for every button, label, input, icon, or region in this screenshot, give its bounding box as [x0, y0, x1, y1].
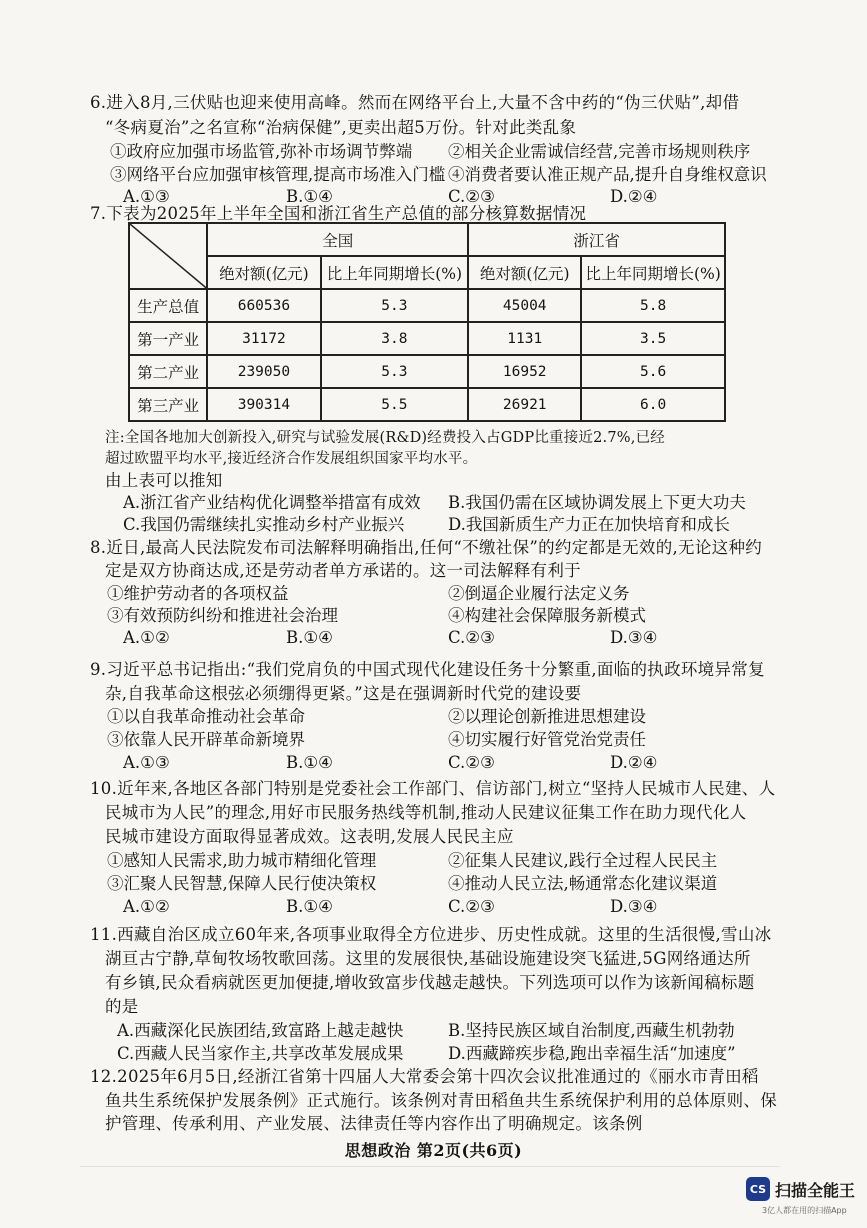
- q11-stem-line3: 有乡镇,民众看病就医更加便捷,增收致富步伐越走越快。下列选项可以作为该新闻稿标题: [105, 973, 755, 992]
- q8-choice-d: D.③④: [610, 628, 658, 647]
- q9-choice-d: D.②④: [610, 753, 658, 772]
- q6-choice-c: C.②③: [448, 187, 495, 206]
- q9-choice-a: A.①③: [123, 753, 170, 772]
- table-col-header: 绝对额(亿元): [468, 256, 581, 289]
- q10-item-2: ②征集人民建议,践行全过程人民民主: [448, 851, 718, 870]
- q6-stem-line1: 6.进入8月,三伏贴也迎来使用高峰。然而在网络平台上,大量不含中药的“伪三伏贴”,却借: [90, 93, 740, 112]
- scanner-app-name: 扫描全能王: [775, 1180, 856, 1200]
- table-cell: 5.6: [581, 355, 725, 388]
- q9-item-3: ③依靠人民开辟革命新境界: [107, 730, 305, 749]
- table-col-header: 比上年同期增长(%): [581, 256, 725, 289]
- q9-item-1: ①以自我革命推动社会革命: [107, 707, 305, 726]
- table-cell: 6.0: [581, 388, 725, 421]
- q9-item-2: ②以理论创新推进思想建设: [448, 707, 646, 726]
- q6-item-3: ③网络平台应加强审核管理,提高市场准入门槛: [110, 165, 446, 184]
- scanner-logo-icon: CS: [746, 1177, 770, 1201]
- q6-item-4: ④消费者要认准正规产品,提升自身维权意识: [448, 165, 767, 184]
- table-cell: 1131: [468, 322, 581, 355]
- row-label: 第二产业: [129, 355, 207, 388]
- q12-stem-line1: 12.2025年6月5日,经浙江省第十四届人大常委会第十四次会议批准通过的《丽水市青田稻: [90, 1067, 759, 1086]
- q11-stem-line1: 11.西藏自治区成立60年来,各项事业取得全方位进步、历史性成就。这里的生活很慢,雪山冰: [90, 925, 772, 944]
- q10-stem-line1: 10.近年来,各地区各部门特别是党委社会工作部门、信访部门,树立“坚持人民城市人民建、人: [90, 779, 776, 798]
- diagonal-line-icon: [130, 224, 206, 288]
- footer-divider: [80, 1166, 780, 1167]
- table-cell: 3.8: [321, 322, 469, 355]
- table-cell: 3.5: [581, 322, 725, 355]
- q11-choice-d: D.西藏蹄疾步稳,跑出幸福生活“加速度”: [448, 1044, 736, 1063]
- q11-choice-b: B.坚持民族区域自治制度,西藏生机勃勃: [448, 1021, 735, 1040]
- q7-choice-a: A.浙江省产业结构优化调整举措富有成效: [123, 493, 421, 512]
- table-cell: 16952: [468, 355, 581, 388]
- q8-choice-c: C.②③: [448, 628, 495, 647]
- table-row: [129, 355, 725, 388]
- q11-stem-line4: 的是: [105, 997, 139, 1016]
- table-cell: 5.3: [321, 289, 469, 322]
- q12-stem-line3: 护管理、传承利用、产业发展、法律责任等内容作出了明确规定。该条例: [105, 1114, 643, 1133]
- table-cell: 31172: [207, 322, 320, 355]
- table-cell: 5.5: [321, 388, 469, 421]
- q11-choice-c: C.西藏人民当家作主,共享改革发展成果: [117, 1044, 404, 1063]
- page-footer: 思想政治 第2页(共6页): [344, 1141, 523, 1160]
- q8-item-1: ①维护劳动者的各项权益: [107, 584, 289, 603]
- table-cell: 660536: [207, 289, 320, 322]
- q10-item-4: ④推动人民立法,畅通常态化建议渠道: [448, 874, 718, 893]
- q10-choice-a: A.①②: [123, 897, 170, 916]
- q10-item-1: ①感知人民需求,助力城市精细化管理: [107, 851, 377, 870]
- q11-choice-a: A.西藏深化民族团结,致富路上越走越快: [117, 1021, 404, 1040]
- q11-stem-line2: 湖亘古宁静,草甸牧场牧歌回荡。这里的发展很快,基础设施建设突飞猛进,5G网络通达所: [105, 949, 751, 968]
- q6-choice-d: D.②④: [610, 187, 658, 206]
- table-col-header: 绝对额(亿元): [207, 256, 320, 289]
- q7-choice-d: D.我国新质生产力正在加快培育和成长: [448, 515, 730, 534]
- table-row: [129, 322, 725, 355]
- q8-item-3: ③有效预防纠纷和推进社会治理: [107, 606, 338, 625]
- q6-choice-a: A.①③: [123, 187, 170, 206]
- table-cell: 26921: [468, 388, 581, 421]
- q9-stem-line2: 杂,自我革命这根弦必须绷得更紧。”这是在强调新时代党的建设要: [105, 684, 582, 703]
- table-row: [129, 289, 725, 322]
- q6-item-2: ②相关企业需诚信经营,完善市场规则秩序: [448, 142, 751, 161]
- q7-note-line1: 注:全国各地加大创新投入,研究与试验发展(R&D)经费投入占GDP比重接近2.7%,已经: [105, 430, 665, 446]
- q8-item-2: ②倒逼企业履行法定义务: [448, 584, 630, 603]
- q9-choice-c: C.②③: [448, 753, 495, 772]
- table-row: [129, 388, 725, 421]
- table-cell: 5.3: [321, 355, 469, 388]
- q10-choice-c: C.②③: [448, 897, 495, 916]
- q8-item-4: ④构建社会保障服务新模式: [448, 606, 646, 625]
- q12-stem-line2: 鱼共生系统保护发展条例》正式施行。该条例对青田稻鱼共生系统保护利用的总体原则、保: [105, 1091, 777, 1110]
- q8-stem-line1: 8.近日,最高人民法院发布司法解释明确指出,任何“不缴社保”的约定都是无效的,无论这种约: [90, 538, 763, 557]
- q9-choice-b: B.①④: [286, 753, 333, 772]
- q9-stem-line1: 9.习近平总书记指出:“我们党肩负的中国式现代化建设任务十分繁重,面临的执政环境异常复: [90, 660, 765, 679]
- q10-stem-line2: 民城市为人民”的理念,用好市民服务热线等机制,推动人民建议征集工作在助力现代化人: [105, 803, 747, 822]
- q7-lead: 由上表可以推知: [105, 471, 223, 490]
- q6-choice-b: B.①④: [286, 187, 333, 206]
- q9-item-4: ④切实履行好管党治党责任: [448, 730, 646, 749]
- table-header-national: 全国: [207, 223, 468, 256]
- table-cell: 239050: [207, 355, 320, 388]
- scanner-watermark: [746, 1177, 855, 1201]
- scanner-tagline: 3亿人都在用的扫描App: [762, 1206, 847, 1215]
- q8-choice-b: B.①④: [286, 628, 333, 647]
- gdp-table: [128, 222, 726, 422]
- q10-choice-b: B.①④: [286, 897, 333, 916]
- row-label: 生产总值: [129, 289, 207, 322]
- q6-item-1: ①政府应加强市场监管,弥补市场调节弊端: [110, 142, 413, 161]
- q8-choice-a: A.①②: [123, 628, 170, 647]
- table-header-zhejiang: 浙江省: [468, 223, 725, 256]
- q7-choice-b: B.我国仍需在区域协调发展上下更大功夫: [448, 493, 746, 512]
- q10-choice-d: D.③④: [610, 897, 658, 916]
- q6-stem-line2: “冬病夏治”之名宣称“治病保健”,更卖出超5万份。针对此类乱象: [105, 118, 577, 137]
- table-corner-cell: [129, 223, 207, 289]
- table-col-header: 比上年同期增长(%): [321, 256, 469, 289]
- q7-note-line2: 超过欧盟平均水平,接近经济合作发展组织国家平均水平。: [105, 451, 478, 467]
- q7-stem: 7.下表为2025年上半年全国和浙江省生产总值的部分核算数据情况: [90, 204, 587, 223]
- q7-choice-c: C.我国仍需继续扎实推动乡村产业振兴: [123, 515, 405, 534]
- table-cell: 5.8: [581, 289, 725, 322]
- q8-stem-line2: 定是双方协商达成,还是劳动者单方承诺的。这一司法解释有利于: [105, 561, 581, 580]
- table-cell: 45004: [468, 289, 581, 322]
- q10-stem-line3: 民城市建设方面取得显著成效。这表明,发展人民民主应: [105, 827, 514, 846]
- table-cell: 390314: [207, 388, 320, 421]
- q10-item-3: ③汇聚人民智慧,保障人民行使决策权: [107, 874, 377, 893]
- row-label: 第一产业: [129, 322, 207, 355]
- row-label: 第三产业: [129, 388, 207, 421]
